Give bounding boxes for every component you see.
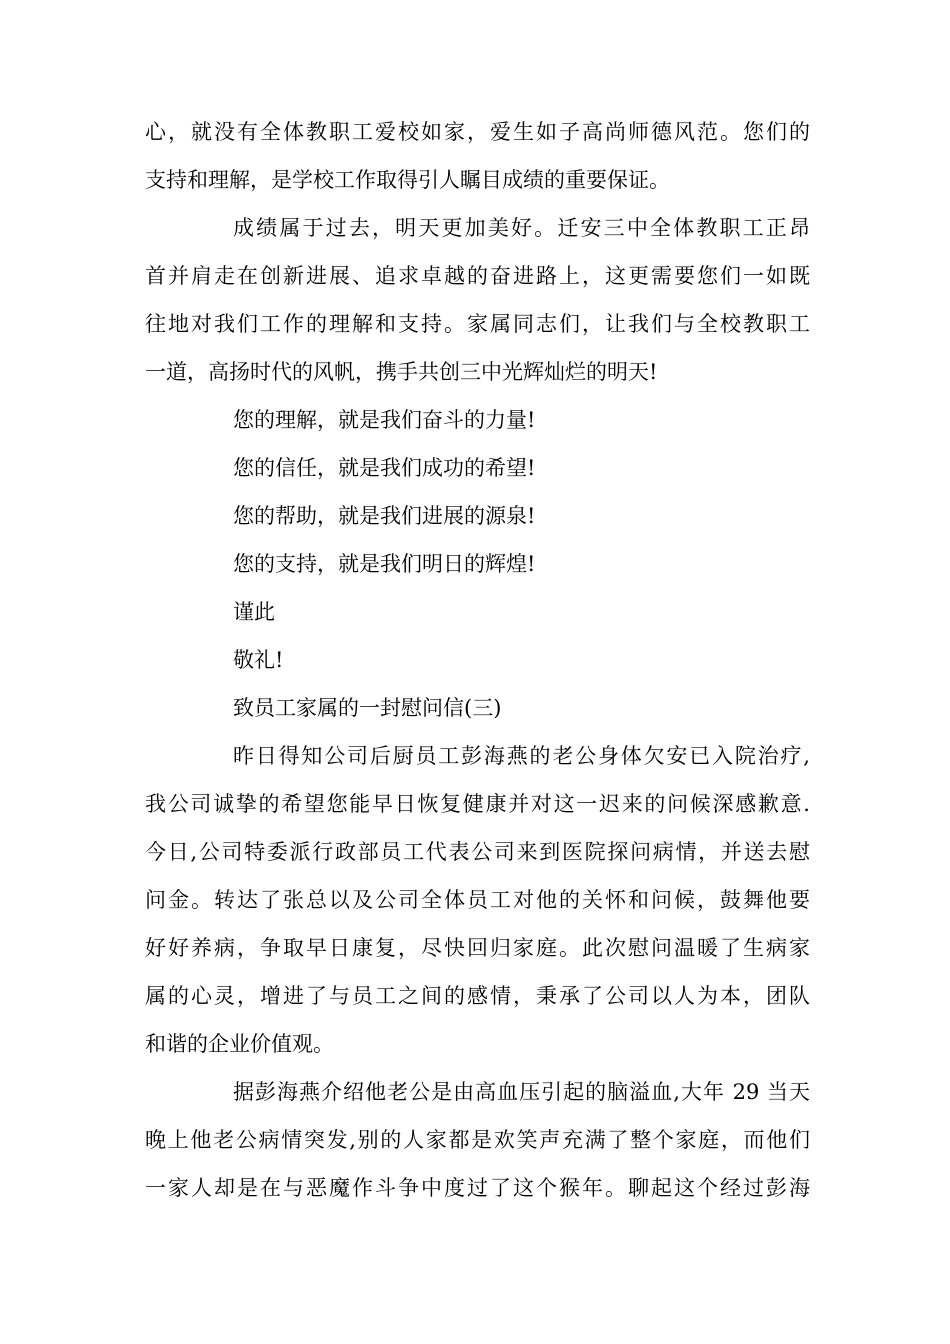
paragraph-line: 据彭海燕介绍他老公是由高血压引起的脑溢血,大年 29 当天 — [233, 1080, 810, 1104]
paragraph-line: 好好养病，争取早日康复，尽快回归家庭。此次慰问温暖了生病家 — [145, 936, 810, 960]
slogan-line: 您的理解，就是我们奋斗的力量! — [233, 408, 536, 432]
paragraph-line: 今日,公司特委派行政部员工代表公司来到医院探问病情，并送去慰 — [145, 840, 810, 864]
closing-line: 敬礼! — [233, 648, 284, 672]
closing-line: 谨此 — [233, 600, 275, 624]
slogan-line: 您的信任，就是我们成功的希望! — [233, 456, 536, 480]
paragraph-line: 成绩属于过去，明天更加美好。迁安三中全体教职工正昂 — [233, 216, 810, 240]
paragraph-line: 我公司诚挚的希望您能早日恢复健康并对这一迟来的问候深感歉意. — [145, 792, 810, 816]
paragraph-line: 属的心灵，增进了与员工之间的感情，秉承了公司以人为本，团队 — [145, 984, 810, 1008]
paragraph-line: 支持和理解，是学校工作取得引人瞩目成绩的重要保证。 — [145, 168, 670, 192]
slogan-line: 您的帮助，就是我们进展的源泉! — [233, 504, 536, 528]
paragraph-line: 昨日得知公司后厨员工彭海燕的老公身体欠安已入院治疗, — [233, 744, 810, 768]
paragraph-line: 一道，高扬时代的风帆，携手共创三中光辉灿烂的明天! — [145, 360, 658, 384]
paragraph-line: 和谐的企业价值观。 — [145, 1032, 334, 1056]
paragraph-line: 首并肩走在创新进展、追求卓越的奋进路上，这更需要您们一如既 — [145, 264, 810, 288]
paragraph-line: 心，就没有全体教职工爱校如家，爱生如子高尚师德风范。您们的 — [145, 120, 810, 144]
slogan-line: 您的支持，就是我们明日的辉煌! — [233, 552, 536, 576]
paragraph-line: 一家人却是在与恶魔作斗争中度过了这个猴年。聊起这个经过彭海 — [145, 1176, 810, 1200]
paragraph-line: 晚上他老公病情突发,别的人家都是欢笑声充满了整个家庭，而他们 — [145, 1128, 810, 1152]
paragraph-line: 问金。转达了张总以及公司全体员工对他的关怀和问候，鼓舞他要 — [145, 888, 810, 912]
paragraph-line: 往地对我们工作的理解和支持。家属同志们，让我们与全校教职工 — [145, 312, 810, 336]
section-title: 致员工家属的一封慰问信(三) — [233, 696, 502, 720]
